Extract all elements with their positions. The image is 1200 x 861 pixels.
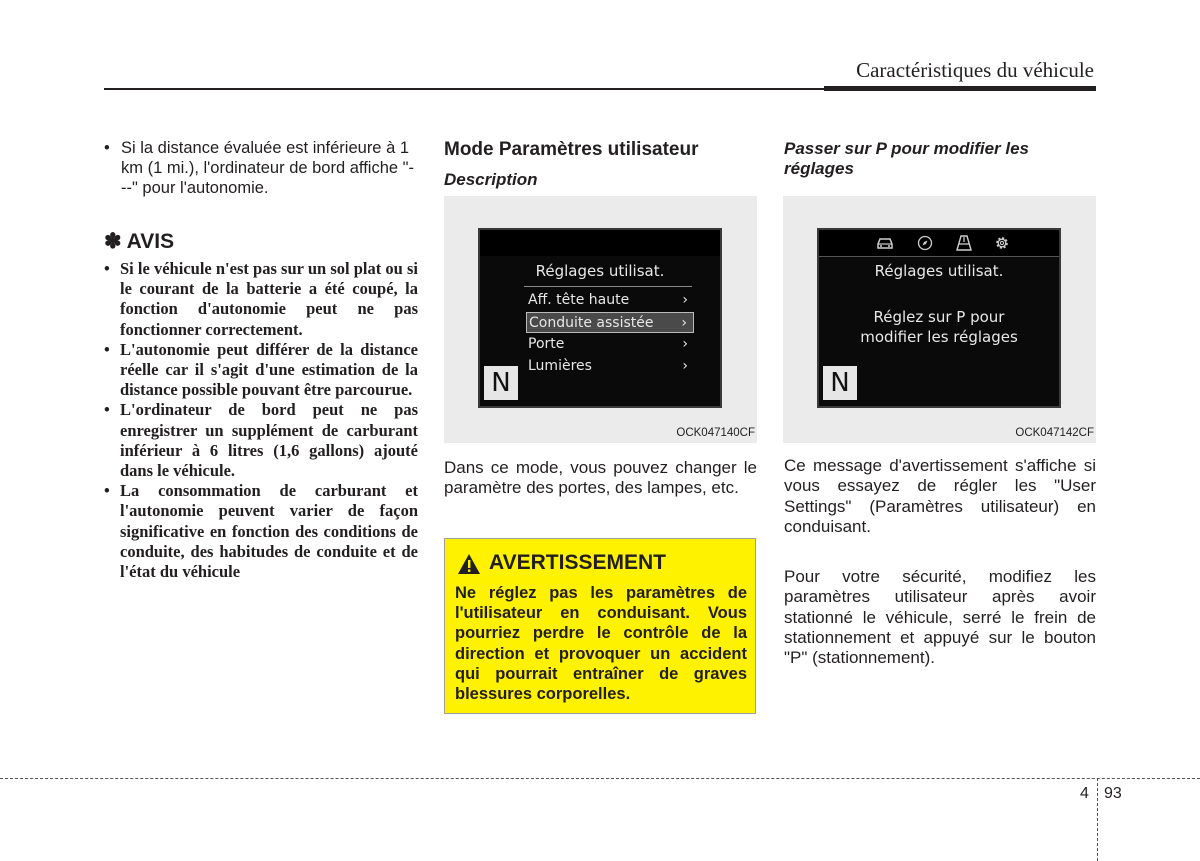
footer-rule xyxy=(0,778,1200,779)
screen-icon-bar xyxy=(819,230,1059,256)
screen-menu-item-label: Aff. tête haute xyxy=(528,292,630,308)
chapter-number: 4 xyxy=(1080,785,1089,802)
chevron-right-icon: › xyxy=(681,315,687,331)
avis-item-text: Si le véhicule n'est pas sur un sol plat ou si le courant de la batterie a été coupé, la fonction d'autonomie peut ne pas fonctionner correctement. xyxy=(120,259,418,339)
mode-description: Dans ce mode, vous pouvez changer le paramètre des portes, des lampes, etc. xyxy=(444,458,757,498)
section-title: Mode Paramètres utilisateur xyxy=(444,139,699,160)
car-icon xyxy=(875,235,895,251)
avis-list xyxy=(104,259,418,582)
avis-item: • Si le véhicule n'est pas sur un sol plat ou si le courant de la batterie a été coupé, la fonction d'autonomie peut ne pas fonctionner correctement. xyxy=(104,259,418,339)
header-rule-accent xyxy=(824,86,1096,91)
cluster-screen xyxy=(478,228,722,408)
warning-message-explanation: Ce message d'avertissement s'affiche si vous essayez de régler les "User Settings" (Paramètres utilisateur) en conduisant. xyxy=(784,456,1096,536)
figure-code: OCK047142CF xyxy=(1015,427,1094,439)
screen-divider xyxy=(819,256,1059,257)
chevron-right-icon: › xyxy=(682,292,688,308)
screen-title-rule xyxy=(524,286,692,287)
figure-code: OCK047140CF xyxy=(676,427,755,439)
avis-item: • L'ordinateur de bord peut ne pas enregistrer un supplément de carburant inférieur à 6 litres (1,6 gallons) ajouté dans le véhicule. xyxy=(104,400,418,481)
screen-menu-item-label: Porte xyxy=(528,336,565,352)
screen-message-line: modifier les réglages xyxy=(860,328,1018,346)
running-header-title: Caractéristiques du véhicule xyxy=(856,58,1094,82)
screen-menu-item-label: Conduite assistée xyxy=(529,315,654,331)
avis-heading: ✽ AVIS xyxy=(104,230,175,253)
avis-item-text: L'autonomie peut différer de la distance réelle car il s'agit d'une estimation de la distance possible pouvant être parcourue. xyxy=(120,339,418,400)
bullet-dot: • xyxy=(104,139,110,157)
section-subtitle-park: Passer sur P pour modifier les réglages xyxy=(784,139,1030,178)
chevron-right-icon: › xyxy=(682,358,688,374)
range-bullet-text: Si la distance évaluée est inférieure à 1 km (1 mi.), l'ordinateur de bord affiche "---" pour l'autonomie. xyxy=(121,139,414,197)
lane-icon xyxy=(955,235,973,251)
avis-item-text: L'ordinateur de bord peut ne pas enregistrer un supplément de carburant inférieur à 6 litres (1,6 gallons) ajouté dans le véhicule. xyxy=(120,400,418,481)
figure-park-message xyxy=(783,196,1096,443)
avis-item-text: La consommation de carburant et l'autonomie peuvent varier de façon significative en fonction des conditions de conduite, des habitudes de conduite et de l'état du véhicule xyxy=(120,481,418,582)
warning-text: Ne réglez pas les paramètres de l'utilisateur en conduisant. Vous pourriez perdre le contrôle de la direction et provoquer un accident qui pourrait entraîner de graves blessures corporelles. xyxy=(455,584,747,704)
figure-settings-menu xyxy=(444,196,757,443)
safety-instruction: Pour votre sécurité, modifiez les paramètres utilisateur après avoir stationné le véhicule, serré le frein de stationnement et appuyé sur le bouton "P" (stationnement). xyxy=(784,567,1096,668)
footer-divider xyxy=(1097,778,1098,861)
screen-menu-title: Réglages utilisat. xyxy=(874,262,1004,280)
screen-menu-item xyxy=(528,334,694,355)
screen-message-line: Réglez sur P pour xyxy=(873,308,1005,326)
warning-title: AVERTISSEMENT xyxy=(489,551,666,574)
warning-triangle-icon xyxy=(457,553,481,575)
screen-menu-title: Réglages utilisat. xyxy=(535,262,665,280)
section-subtitle: Description xyxy=(444,170,538,189)
gear-indicator: N xyxy=(823,366,857,400)
page-number: 93 xyxy=(1104,785,1122,802)
warning-header xyxy=(457,551,747,577)
cluster-screen xyxy=(817,228,1061,408)
avis-item: • La consommation de carburant et l'autonomie peuvent varier de façon significative en fonction des conditions de conduite, des habitudes de conduite et de l'état du véhicule xyxy=(104,481,418,582)
gear-icon xyxy=(993,234,1011,252)
range-bullet xyxy=(104,138,418,198)
screen-menu-item-label: Lumières xyxy=(528,358,592,374)
screen-menu-item xyxy=(528,356,694,377)
screen-menu-item xyxy=(528,290,694,311)
chevron-right-icon: › xyxy=(682,336,688,352)
compass-icon xyxy=(917,235,933,251)
screen-menu-item-selected xyxy=(526,312,694,333)
avis-item: • L'autonomie peut différer de la distance réelle car il s'agit d'une estimation de la distance possible pouvant être parcourue. xyxy=(104,339,418,400)
gear-indicator: N xyxy=(484,366,518,400)
screen-top-bar xyxy=(480,230,720,256)
warning-box xyxy=(444,538,756,714)
